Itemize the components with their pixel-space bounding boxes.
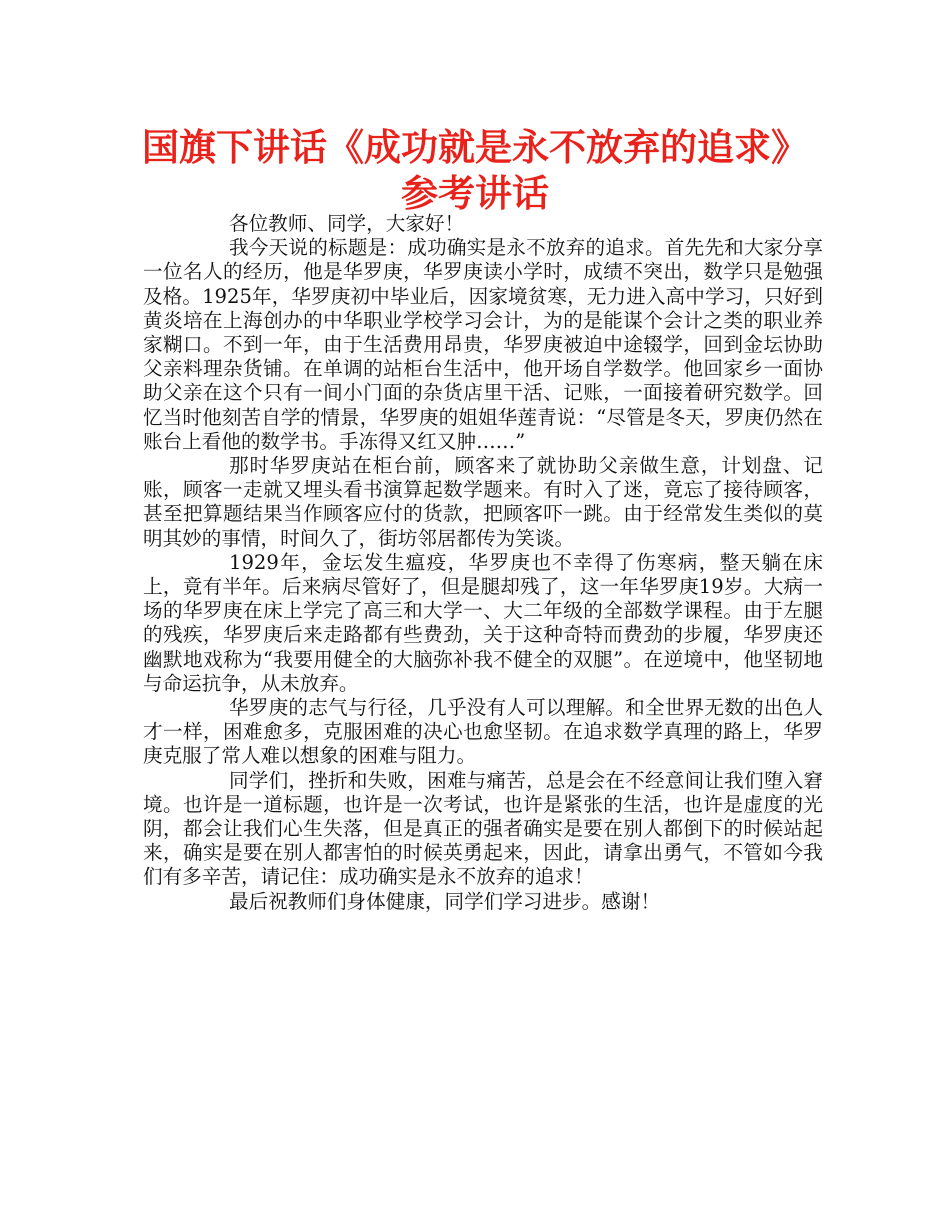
document-title-line-1: 国旗下讲话《成功就是永不放弃的追求》 [142,126,808,169]
document-body [143,212,823,914]
paragraph-perseverance: 华罗庚的志气与行径，几乎没有人可以理解。和全世界无数的出色人才一样，困难愈多，克服困难的决心也愈坚韧。在追求数学真理的路上，华罗庚克服了常人难以想象的困难与阻力。 [143,696,823,768]
paragraph-closing: 最后祝教师们身体健康，同学们学习进步。感谢！ [229,889,661,913]
paragraph-greeting: 各位教师、同学，大家好！ [229,212,465,235]
paragraph-message-to-students: 同学们，挫折和失败，困难与痛苦，总是会在不经意间让我们堕入窘境。也许是一道标题，也许是一次考试，也许是紧张的生活，也许是虚度的光阴，都会让我们心生失落，但是真正的强者确实是要在别人都倒下的时候站起来，确实是要在别人都害怕的时候英勇起来，因此，请拿出勇气，不管如今我们有多辛苦，请记住：成功确实是永不放弃的追求！ [143,768,823,889]
paragraph-illness: 1929年，金坛发生瘟疫，华罗庚也不幸得了伤寒病，整天躺在床上，竟有半年。后来病尽管好了，但是腿却残了，这一年华罗庚19岁。大病一场的华罗庚在床上学完了高三和大学一、大二年级的全部数学课程。由于左腿的残疾，华罗庚后来走路都有些费劲，关于这种奇特而费劲的步履，华罗庚还幽默地戏称为“我要用健全的大脑弥补我不健全的双腿”。在逆境中，他坚韧地与命运抗争，从未放弃。 [143,550,823,695]
paragraph-introduction: 我今天说的标题是：成功确实是永不放弃的追求。首先先和大家分享一位名人的经历，他是华罗庚，华罗庚读小学时，成绩不突出，数学只是勉强及格。1925年，华罗庚初中毕业后，因家境贫寒，无力进入高中学习，只好到黄炎培在上海创办的中华职业学校学习会计，为的是能谋个会计之类的职业养家糊口。不到一年，由于生活费用昂贵，华罗庚被迫中途辍学，回到金坛协助父亲料理杂货铺。在单调的站柜台生活中，他开场自学数学。他回家乡一面协助父亲在这个只有一间小门面的杂货店里干活、记账，一面接着研究数学。回忆当时他刻苦自学的情景，华罗庚的姐姐华莲青说：“尽管是冬天，罗庚仍然在账台上看他的数学书。手冻得又红又肿……” [143,236,823,453]
paragraph-counter-story: 那时华罗庚站在柜台前，顾客来了就协助父亲做生意，计划盘、记账，顾客一走就又埋头看书演算起数学题来。有时入了迷，竟忘了接待顾客，甚至把算题结果当作顾客应付的货款，把顾客吓一跳。由于经常发生类似的莫明其妙的事情，时间久了，街坊邻居都传为笑谈。 [143,454,823,550]
document-title-line-2: 参考讲话 [401,172,549,215]
